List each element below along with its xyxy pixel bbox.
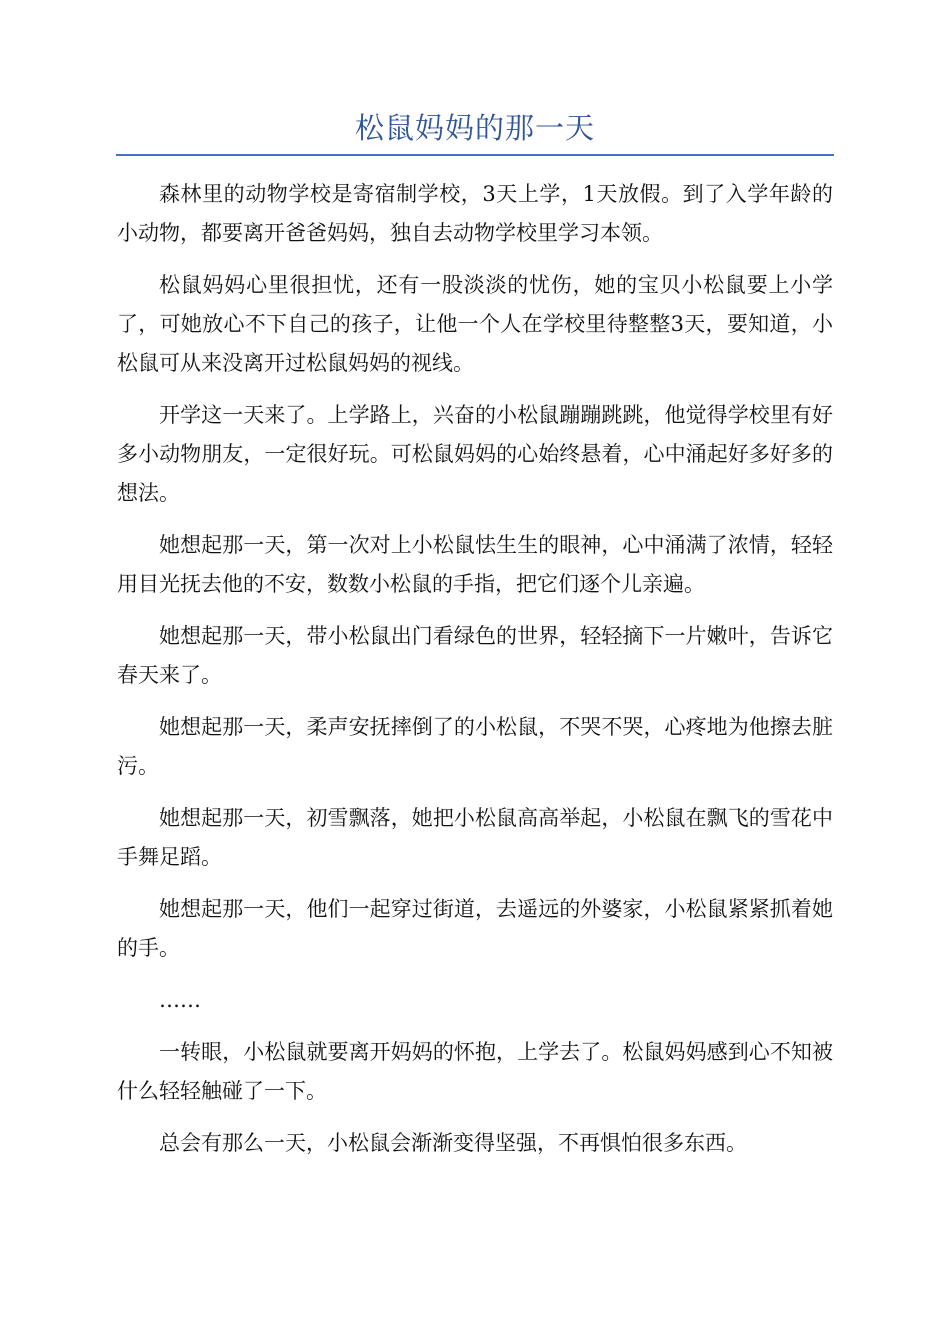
paragraph: 一转眼，小松鼠就要离开妈妈的怀抱，上学去了。松鼠妈妈感到心不知被什么轻轻触碰了一下。: [117, 1040, 833, 1103]
paragraph: 总会有那么一天，小松鼠会渐渐变得坚强，不再惧怕很多东西。: [159, 1131, 747, 1155]
paragraph: 她想起那一天，初雪飘落，她把小松鼠高高举起，小松鼠在飘飞的雪花中手舞足蹈。: [117, 806, 833, 869]
paragraph: 松鼠妈妈心里很担忧，还有一股淡淡的忧伤，她的宝贝小松鼠要上小学了，可她放心不下自己的孩子，让他一个人在学校里待整整3天，要知道，小松鼠可从来没离开过松鼠妈妈的视线。: [117, 273, 833, 375]
paragraph: 她想起那一天，柔声安抚摔倒了的小松鼠，不哭不哭，心疼地为他擦去脏污。: [117, 715, 833, 778]
ellipsis-paragraph: ……: [159, 988, 201, 1012]
paragraph: 她想起那一天，第一次对上小松鼠怯生生的眼神，心中涌满了浓情，轻轻用目光抚去他的不安，数数小松鼠的手指，把它们逐个儿亲遍。: [117, 533, 833, 596]
paragraph: 她想起那一天，他们一起穿过街道，去遥远的外婆家，小松鼠紧紧抓着她的手。: [117, 897, 833, 960]
document-title: 松鼠妈妈的那一天: [354, 111, 595, 145]
document-body: [117, 175, 833, 1176]
paragraph: 森林里的动物学校是寄宿制学校，3天上学，1天放假。到了入学年龄的小动物，都要离开爸爸妈妈，独自去动物学校里学习本领。: [117, 182, 833, 245]
paragraph: 开学这一天来了。上学路上，兴奋的小松鼠蹦蹦跳跳，他觉得学校里有好多小动物朋友，一定很好玩。可松鼠妈妈的心始终悬着，心中涌起好多好多的想法。: [117, 403, 833, 505]
title-underline: [116, 154, 834, 156]
paragraph: 她想起那一天，带小松鼠出门看绿色的世界，轻轻摘下一片嫩叶，告诉它春天来了。: [117, 624, 833, 687]
